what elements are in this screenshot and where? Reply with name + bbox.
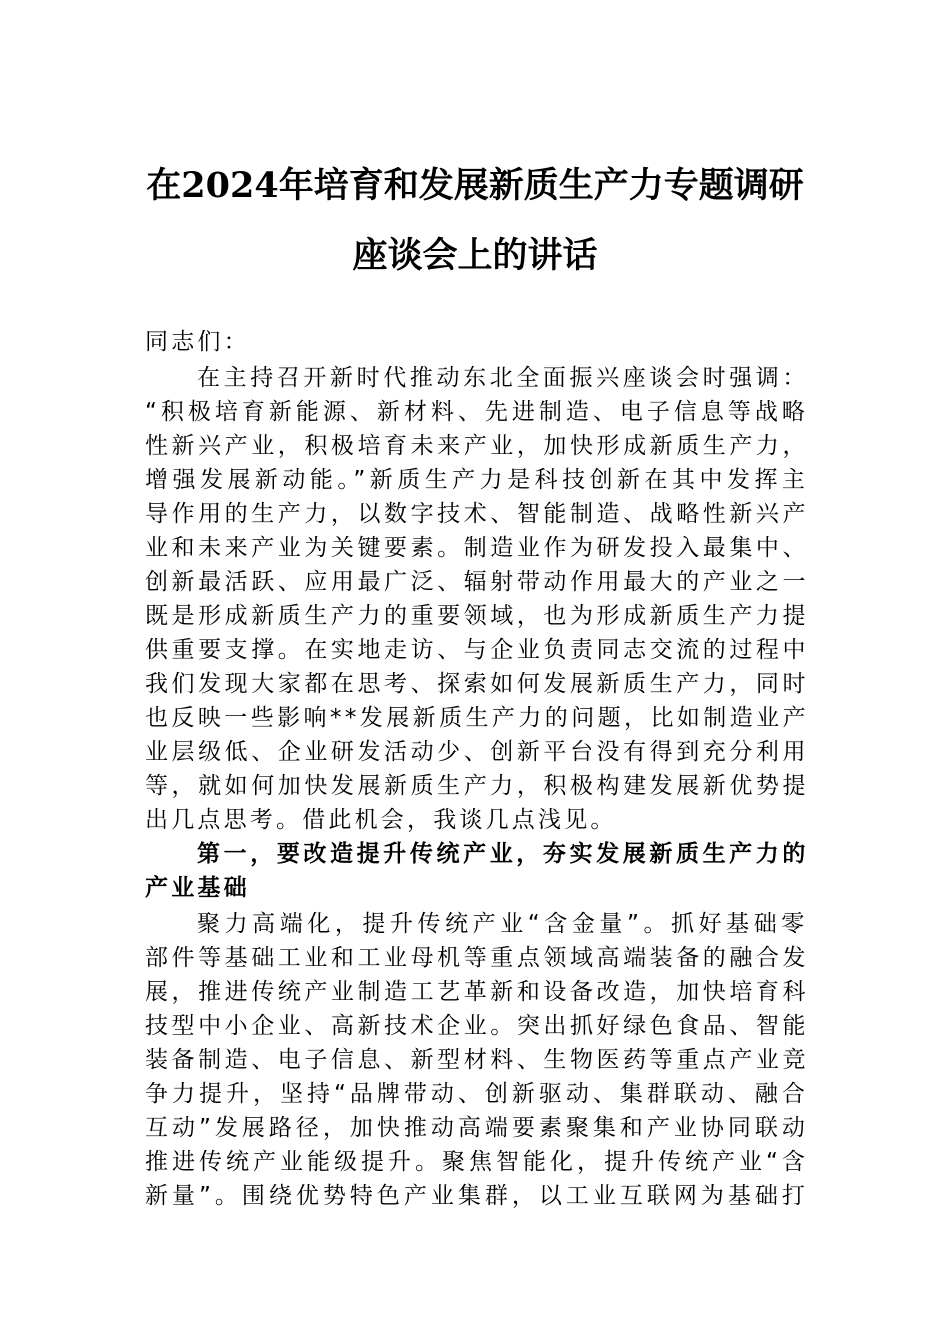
paragraph-line: “积极培育新能源、新材料、先进制造、电子信息等战略 — [145, 399, 809, 425]
paragraph-line: 我们发现大家都在思考、探索如何发展新质生产力，同时 — [145, 671, 809, 697]
paragraph-line: 展，推进传统产业制造工艺革新和设备改造，加快培育科 — [145, 979, 809, 1005]
document-title-line-2: 座谈会上的讲话 — [352, 235, 598, 276]
paragraph-line: 也反映一些影响**发展新质生产力的问题，比如制造业产 — [145, 705, 809, 731]
paragraph-line: 在主持召开新时代推动东北全面振兴座谈会时强调： — [197, 365, 809, 391]
paragraph-line: 互动”发展路径，加快推动高端要素聚集和产业协同联动 — [145, 1115, 809, 1141]
paragraph-line: 性新兴产业，积极培育未来产业，加快形成新质生产力， — [145, 433, 809, 459]
section-heading: 产业基础 — [145, 875, 250, 901]
paragraph-line: 出几点思考。借此机会，我谈几点浅见。 — [145, 807, 617, 833]
salutation: 同志们： — [145, 329, 250, 355]
document-title-line-1: 在2024年培育和发展新质生产力专题调研 — [146, 165, 804, 206]
paragraph-line: 部件等基础工业和工业母机等重点领域高端装备的融合发 — [145, 945, 809, 971]
paragraph-line: 业和未来产业为关键要素。制造业作为研发投入最集中、 — [145, 535, 809, 561]
paragraph-line: 业层级低、企业研发活动少、创新平台没有得到充分利用 — [145, 739, 809, 765]
paragraph-line: 既是形成新质生产力的重要领域，也为形成新质生产力提 — [145, 603, 809, 629]
paragraph-line: 争力提升，坚持“品牌带动、创新驱动、集群联动、融合 — [145, 1081, 809, 1107]
paragraph-line: 增强发展新动能。”新质生产力是科技创新在其中发挥主 — [145, 467, 810, 493]
paragraph-line: 供重要支撑。在实地走访、与企业负责同志交流的过程中 — [145, 637, 809, 663]
paragraph-line: 等，就如何加快发展新质生产力，积极构建发展新优势提 — [145, 773, 809, 799]
paragraph-line: 聚力高端化，提升传统产业“含金量”。抓好基础零 — [197, 911, 809, 937]
paragraph-line: 导作用的生产力，以数字技术、智能制造、战略性新兴产 — [145, 501, 809, 527]
paragraph-line: 新量”。围绕优势特色产业集群，以工业互联网为基础打 — [145, 1183, 809, 1209]
paragraph-line: 技型中小企业、高新技术企业。突出抓好绿色食品、智能 — [145, 1013, 809, 1039]
paragraph-line: 推进传统产业能级提升。聚焦智能化，提升传统产业“含 — [145, 1149, 809, 1175]
paragraph-line: 装备制造、电子信息、新型材料、生物医药等重点产业竞 — [145, 1047, 809, 1073]
paragraph-line: 创新最活跃、应用最广泛、辐射带动作用最大的产业之一 — [145, 569, 809, 595]
section-heading: 第一，要改造提升传统产业，夯实发展新质生产力的 — [197, 841, 809, 867]
